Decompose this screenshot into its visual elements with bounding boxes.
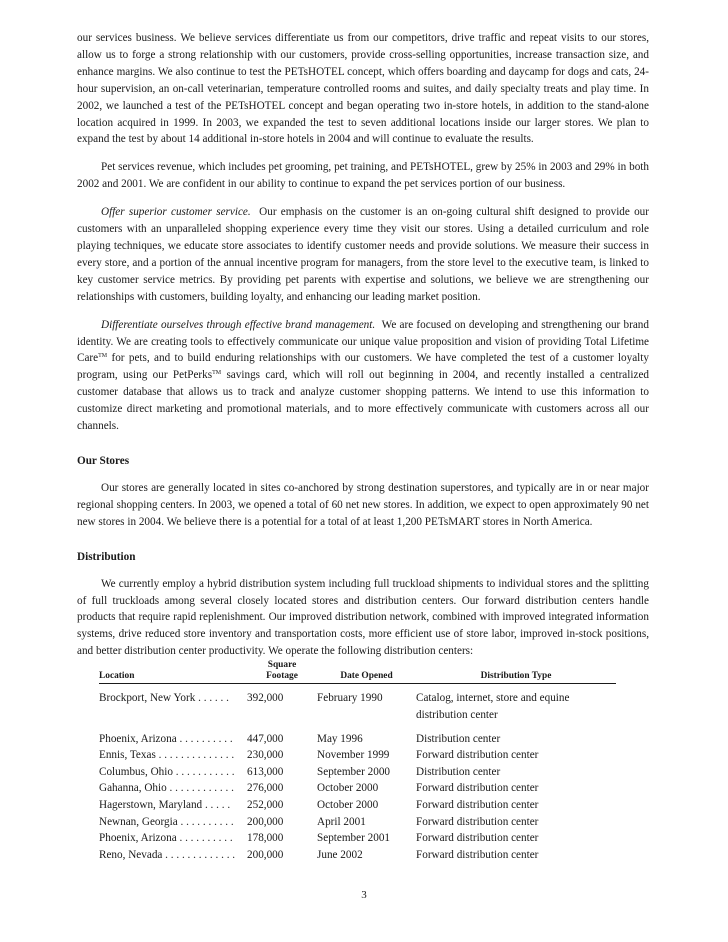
table-row: Columbus, Ohio . . . . . . . . . . . 613,000 September 2000 Distribution center	[99, 765, 501, 778]
customer-service-lead: Offer superior customer service.	[101, 206, 251, 219]
brand-management-paragraph	[77, 317, 649, 435]
trademark-mark: TM	[212, 370, 222, 377]
customer-service-paragraph	[77, 204, 649, 305]
square-footage-header: Square Footage	[247, 660, 317, 684]
document-page	[77, 30, 649, 863]
location-header: Location	[99, 660, 247, 684]
our-stores-heading: Our Stores	[77, 454, 130, 467]
table-row: Hagerstown, Maryland . . . . . 252,000 October 2000 Forward distribution center	[99, 798, 539, 811]
table-row: Brockport, New York . . . . . . 392,000 February 1990 Catalog, internet, store and equine distribution center	[99, 692, 570, 721]
our-stores-paragraph: Our stores are generally located in sites co-anchored by strong destination superstores, and typically are in or near major regional shopping centers. In 2003, we opened a total of 60 net new stores. In addition, we expect to open approximately 90 net new stores in 2004. We believe there is a potential for a total of at least 1,200 PETsMART stores in North America.	[77, 481, 649, 528]
distribution-centers-table	[99, 660, 616, 863]
customer-service-text: Our emphasis on the customer is an on-going cultural shift designed to provide our customers with an unparalleled shopping experience every time they visit our stores. Using a detailed curriculum and role playing techniques, we educate store associates to identify customer needs and provide solutions. We measure their success in every store, and a portion of the annual incentive program for managers, from the store level to the executive team, is linked to key customer service metrics. By providing pet parents with expertise and solutions, we believe we are strengthening our relationships with customers, building loyalty, and enhancing our leading market position.	[77, 206, 649, 303]
page-number: 3	[361, 889, 367, 901]
table-row: Phoenix, Arizona . . . . . . . . . . 447,000 May 1996 Distribution center	[99, 732, 501, 745]
brand-text-a: We are focused on developing and strengthening our brand identity. We are creating tools to effectively communicate our unique value proposition and vision of providing Total Lifetime Care	[77, 318, 649, 365]
table-row: Reno, Nevada . . . . . . . . . . . . . 200,000 June 2002 Forward distribution center	[99, 848, 539, 861]
table-header-row	[99, 660, 616, 684]
pet-services-revenue-paragraph: Pet services revenue, which includes pet grooming, pet training, and PETsHOTEL, grew by 25% in 2003 and 29% in both 2002 and 2001. We are confident in our ability to continue to expand the pet services portion of our business.	[77, 161, 649, 191]
table-row: Ennis, Texas . . . . . . . . . . . . . . 230,000 November 1999 Forward distribution center	[99, 749, 539, 762]
distribution-type-header: Distribution Type	[416, 660, 616, 684]
distribution-paragraph: We currently employ a hybrid distribution system including full truckload shipments to individual stores and the splitting of full truckloads among several closely located stores and distribution centers. Our forward distribution centers handle products that require rapid replenishment. Our improved distribution network, combined with improved integrated information systems, drive reduced store inventory and transportation costs, more efficient use of store labor, improved in-stock positions, and better distribution center productivity. We operate the following distribution centers:	[77, 577, 649, 658]
table-row: Newnan, Georgia . . . . . . . . . . 200,000 April 2001 Forward distribution center	[99, 815, 539, 828]
services-paragraph: our services business. We believe services differentiate us from our competitors, drive traffic and repeat visits to our stores, allow us to forge a strong relationship with our customers, provide cross-selling opportunities, increase transaction size, and enhance margins. We also continue to test the PETsHOTEL concept, which offers boarding and daycamp for dogs and cats, 24-hour supervision, an on-call veterinarian, temperature controlled rooms and suites, and daily specialty treats and play time. In 2002, we launched a test of the PETsHOTEL concept and began operating two in-store hotels, in addition to the stand-alone location acquired in 1999. In 2003, we expanded the test to seven additional locations inside our larger stores. We plan to expand the test by about 14 additional in-store hotels in 2004 and will continue to evaluate the results.	[77, 32, 649, 146]
brand-management-lead: Differentiate ourselves through effective brand management.	[101, 318, 376, 331]
distribution-heading: Distribution	[77, 550, 136, 563]
brand-text-b: for pets, and to build enduring relationships with our customers. We have completed the test of a customer loyalty program, using our PetPerks	[77, 352, 649, 382]
brand-text-c: savings card, which will roll out beginning in 2004, and recently installed a centralized customer database that allows us to track and analyze customer shopping patterns. We intend to use this information to customize direct marketing and promotional materials, and to more effectively communicate with customers across all our channels.	[77, 369, 650, 433]
table-row: Phoenix, Arizona . . . . . . . . . . 178,000 September 2001 Forward distribution center	[99, 832, 539, 845]
table-row: Gahanna, Ohio . . . . . . . . . . . . 276,000 October 2000 Forward distribution center	[99, 782, 539, 795]
trademark-mark: TM	[98, 353, 108, 360]
date-opened-header: Date Opened	[317, 660, 416, 684]
